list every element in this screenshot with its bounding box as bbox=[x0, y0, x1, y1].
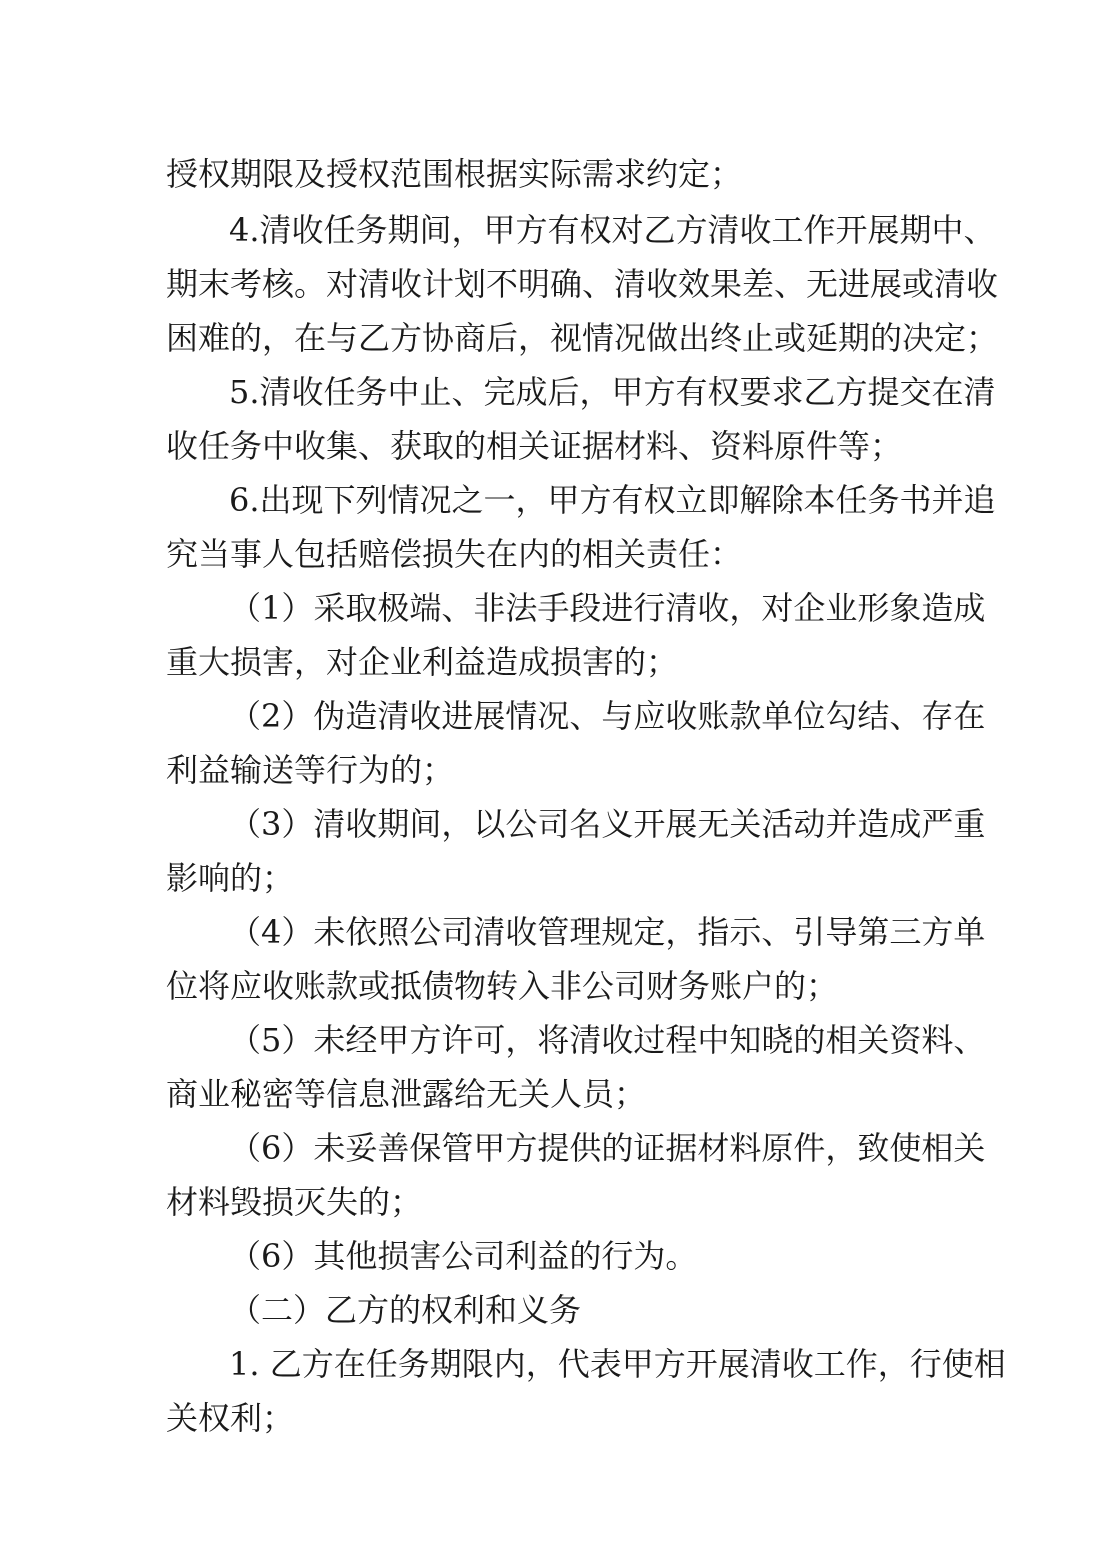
paragraph-line: 5.清收任务中止、完成后，甲方有权要求乙方提交在清 bbox=[229, 373, 996, 411]
paragraph-line: 商业秘密等信息泄露给无关人员； bbox=[166, 1075, 647, 1113]
paragraph-line: 究当事人包括赔偿损失在内的相关责任： bbox=[166, 535, 743, 573]
paragraph-line: （5）未经甲方许可，将清收过程中知晓的相关资料、 bbox=[229, 1021, 986, 1059]
section-heading: （二）乙方的权利和义务 bbox=[229, 1291, 582, 1329]
paragraph-line: 位将应收账款或抵债物转入非公司财务账户的； bbox=[166, 967, 839, 1005]
paragraph-line: 利益输送等行为的； bbox=[166, 751, 455, 789]
paragraph-line: （6）其他损害公司利益的行为。 bbox=[229, 1237, 698, 1275]
paragraph-line: （1）采取极端、非法手段进行清收，对企业形象造成 bbox=[229, 589, 986, 627]
paragraph-line: 1. 乙方在任务期限内，代表甲方开展清收工作，行使相 bbox=[229, 1345, 1006, 1383]
paragraph-line: 重大损害，对企业利益造成损害的； bbox=[166, 643, 679, 681]
paragraph-line: 授权期限及授权范围根据实际需求约定； bbox=[166, 155, 743, 193]
paragraph-line: 4.清收任务期间，甲方有权对乙方清收工作开展期中、 bbox=[229, 211, 996, 249]
paragraph-line: 影响的； bbox=[166, 859, 295, 897]
paragraph-line: 收任务中收集、获取的相关证据材料、资料原件等； bbox=[166, 427, 903, 465]
paragraph-line: 期末考核。对清收计划不明确、清收效果差、无进展或清收 bbox=[166, 265, 999, 303]
paragraph-line: （6）未妥善保管甲方提供的证据材料原件，致使相关 bbox=[229, 1129, 986, 1167]
paragraph-line: 关权利； bbox=[166, 1399, 295, 1437]
paragraph-line: （3）清收期间，以公司名义开展无关活动并造成严重 bbox=[229, 805, 986, 843]
paragraph-line: 6.出现下列情况之一，甲方有权立即解除本任务书并追 bbox=[229, 481, 996, 519]
paragraph-line: （2）伪造清收进展情况、与应收账款单位勾结、存在 bbox=[229, 697, 986, 735]
paragraph-line: 材料毁损灭失的； bbox=[166, 1183, 423, 1221]
paragraph-line: 困难的，在与乙方协商后，视情况做出终止或延期的决定； bbox=[166, 319, 999, 357]
paragraph-line: （4）未依照公司清收管理规定，指示、引导第三方单 bbox=[229, 913, 986, 951]
